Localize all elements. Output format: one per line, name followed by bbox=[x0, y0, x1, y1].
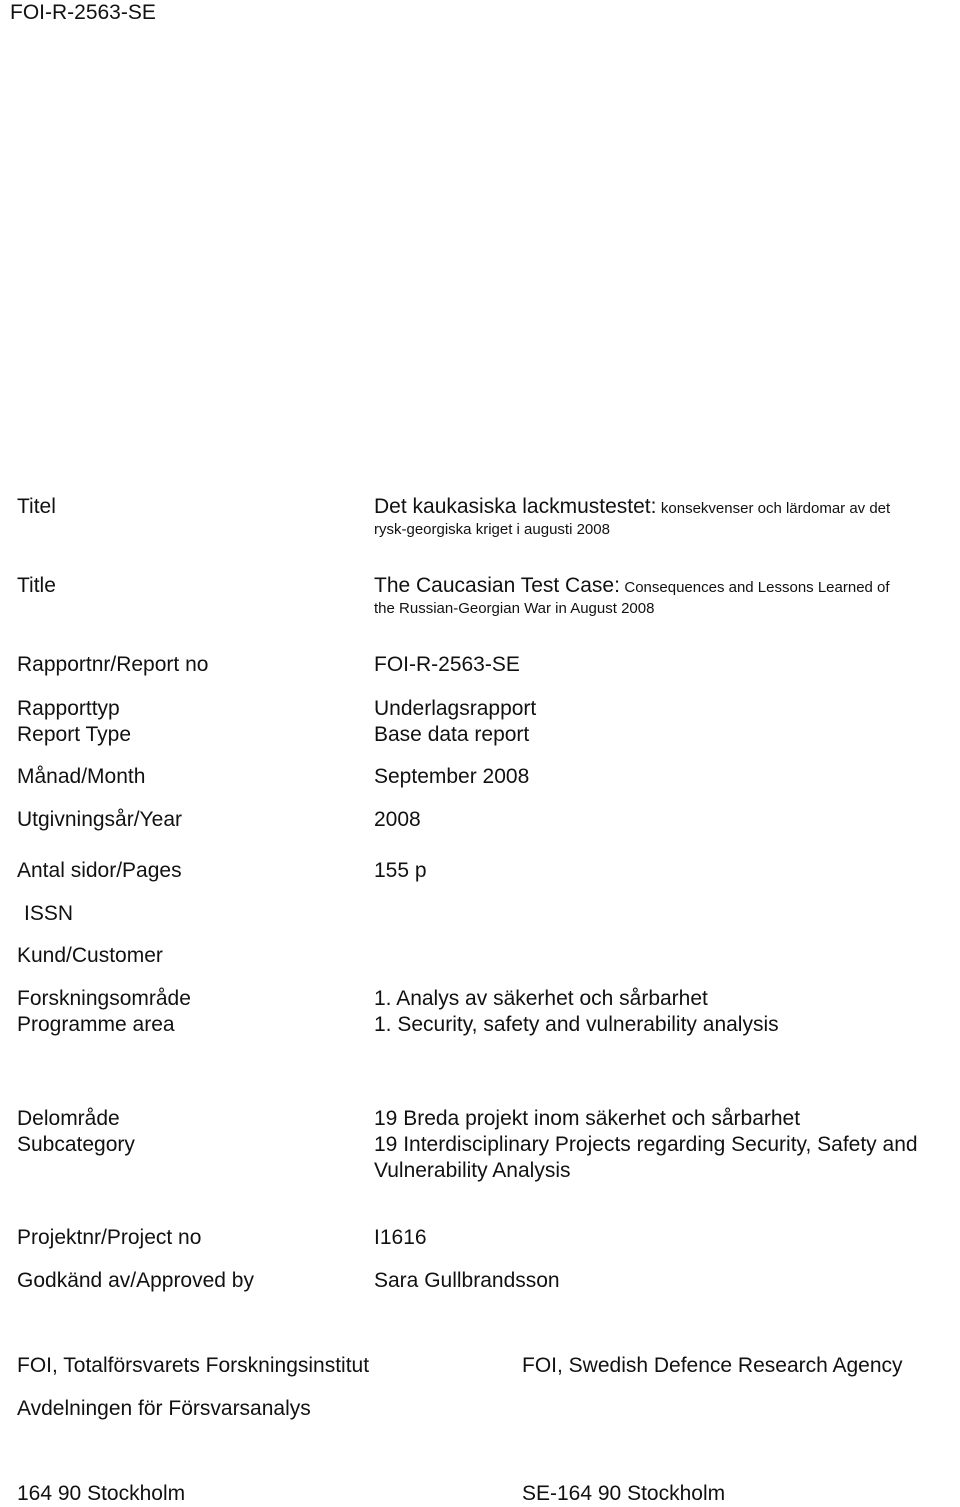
issn-label: ISSN bbox=[24, 902, 74, 925]
org-name-en: FOI, Swedish Defence Research Agency bbox=[522, 1354, 903, 1377]
report-no-label: Rapportnr/Report no bbox=[17, 653, 209, 676]
approved-by-label: Godkänd av/Approved by bbox=[17, 1269, 254, 1292]
project-no-value: I1616 bbox=[374, 1226, 427, 1249]
year-label: Utgivningsår/Year bbox=[17, 808, 182, 831]
title-label: Title bbox=[17, 574, 56, 597]
report-type-label-sv: Rapporttyp bbox=[17, 697, 120, 720]
pages-value: 155 p bbox=[374, 859, 427, 882]
report-no-value: FOI-R-2563-SE bbox=[374, 653, 520, 676]
org-name-sv: FOI, Totalförsvarets Forskningsinstitut bbox=[17, 1354, 370, 1377]
title-main: The Caucasian Test Case: bbox=[374, 574, 620, 597]
titel-value-line2: rysk-georgiska kriget i augusti 2008 bbox=[374, 521, 610, 538]
titel-label: Titel bbox=[17, 495, 56, 518]
approved-by-value: Sara Gullbrandsson bbox=[374, 1269, 560, 1292]
subcategory-label-en: Subcategory bbox=[17, 1133, 135, 1156]
titel-main: Det kaukasiska lackmustestet: bbox=[374, 495, 657, 518]
subcategory-value-en: 19 Interdisciplinary Projects regarding Security, Safety and bbox=[374, 1133, 918, 1156]
report-id-header: FOI-R-2563-SE bbox=[10, 1, 156, 24]
project-no-label: Projektnr/Project no bbox=[17, 1226, 202, 1249]
month-value: September 2008 bbox=[374, 765, 530, 788]
address-sv: 164 90 Stockholm bbox=[17, 1482, 186, 1505]
programme-label-sv: Forskningsområde bbox=[17, 987, 191, 1010]
subcategory-label-sv: Delområde bbox=[17, 1107, 120, 1130]
title-value-line1 bbox=[374, 575, 890, 599]
report-type-value-en: Base data report bbox=[374, 723, 530, 746]
title-rest: Consequences and Lessons Learned of bbox=[624, 579, 890, 596]
subcategory-value-sv: 19 Breda projekt inom säkerhet och sårbarhet bbox=[374, 1107, 801, 1130]
subcategory-value-en-cont: Vulnerability Analysis bbox=[374, 1159, 571, 1182]
report-type-label-en: Report Type bbox=[17, 723, 132, 746]
year-value: 2008 bbox=[374, 808, 421, 831]
title-value-line2: the Russian-Georgian War in August 2008 bbox=[374, 600, 655, 617]
programme-value-en: 1. Security, safety and vulnerability analysis bbox=[374, 1013, 779, 1036]
customer-label: Kund/Customer bbox=[17, 944, 163, 967]
month-label: Månad/Month bbox=[17, 765, 146, 788]
report-type-value-sv: Underlagsrapport bbox=[374, 697, 537, 720]
titel-value-line1 bbox=[374, 496, 890, 520]
titel-rest: konsekvenser och lärdomar av det bbox=[660, 500, 891, 517]
division-name: Avdelningen för Försvarsanalys bbox=[17, 1397, 311, 1420]
programme-value-sv: 1. Analys av säkerhet och sårbarhet bbox=[374, 987, 708, 1010]
programme-label-en: Programme area bbox=[17, 1013, 175, 1036]
address-en: SE-164 90 Stockholm bbox=[522, 1482, 726, 1505]
pages-label: Antal sidor/Pages bbox=[17, 859, 182, 882]
